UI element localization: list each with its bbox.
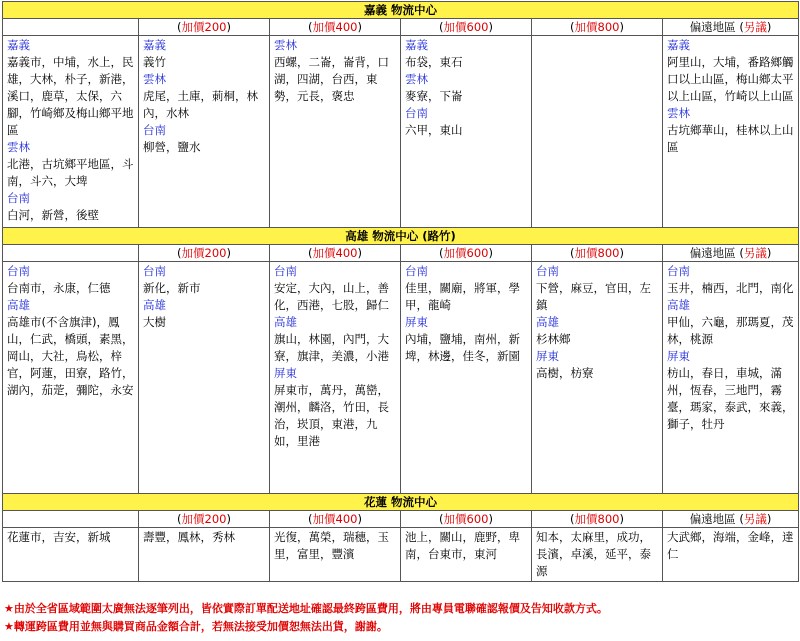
price-header (139, 511, 270, 528)
header-text: ) (766, 20, 772, 34)
price-label: 加價600 (443, 512, 489, 526)
header-text: ( (570, 20, 575, 34)
area-cell (270, 36, 401, 228)
table-body (3, 2, 799, 582)
price-label: 加價600 (443, 20, 489, 34)
header-text: 偏遠地區 ( (689, 246, 744, 260)
price-header (3, 245, 139, 262)
header-text: ) (619, 246, 624, 260)
header-text: ) (357, 512, 362, 526)
price-label: 加價800 (574, 20, 620, 34)
region-label: 屏東 (667, 349, 690, 363)
price-header (532, 245, 663, 262)
price-label: 另議 (743, 246, 767, 260)
town-list: 大樹 (143, 315, 166, 329)
note-line: ★由於全省區域範圍太廣無法逐筆列出，皆依實際訂單配送地址確認最終跨區費用，將由專員電聯確認報價及告知收款方式。 (4, 602, 608, 615)
price-header-row (3, 245, 799, 262)
town-list: 六甲，東山 (405, 123, 463, 137)
town-list: 佳里，關廟，將軍，學甲，龍崎 (405, 281, 520, 312)
town-list: 杉林鄉 (536, 332, 571, 346)
town-list: 台南市，永康，仁德 (7, 281, 111, 295)
town-list: 新化，新市 (143, 281, 201, 295)
town-list: 安定，大內，山上，善化，西港，七股，歸仁 (274, 281, 389, 312)
town-list: 下營，麻豆，官田，左鎮 (536, 281, 651, 312)
price-label: 加價200 (181, 246, 227, 260)
region-label: 嘉義 (7, 38, 30, 52)
price-header (3, 511, 139, 528)
header-text: ) (488, 512, 493, 526)
price-label: 另議 (743, 20, 767, 34)
price-header (270, 511, 401, 528)
area-cell (532, 262, 663, 494)
area-cell (663, 262, 799, 494)
price-header-row (3, 19, 799, 36)
town-list: 白河，新營，後壁 (7, 208, 99, 222)
town-list: 義竹 (143, 55, 166, 69)
area-cell (663, 36, 799, 228)
region-label: 高雄 (667, 298, 690, 312)
town-list: 虎尾，土庫，莿桐，林內，水林 (143, 89, 258, 120)
header-text: ) (766, 512, 772, 526)
price-header (401, 19, 532, 36)
town-list: 玉井，楠西，北門，南化 (667, 281, 794, 295)
price-label: 加價800 (574, 246, 620, 260)
header-text: ( (570, 246, 575, 260)
header-text: ) (488, 20, 493, 34)
town-list: 高雄市(不含旗津)，鳳山，仁武，橋頭，素黑，岡山，大社，鳥松，梓官，阿蓮，田寮，路竹，湖內，茄萣，彌陀，永安 (7, 315, 134, 397)
town-list: 光復，萬榮，瑞穗，玉里，富里，豐濱 (274, 530, 389, 561)
area-cell (3, 528, 139, 582)
town-list: 大武鄉，海端，金峰，達仁 (667, 530, 794, 561)
region-label: 台南 (536, 264, 559, 278)
town-list: 麥寮，下崙 (405, 89, 463, 103)
town-list: 屏東市，萬丹，萬巒，潮州，麟洛，竹田，長治，崁頂，東港，九如，里港 (274, 383, 389, 448)
town-list: 嘉義市，中埔，水上，民雄，大林，朴子，新港，溪口，鹿草，太保，六腳，竹崎鄉及梅山鄉平地區 (7, 55, 134, 137)
region-label: 台南 (405, 106, 428, 120)
region-label: 雲林 (274, 38, 297, 52)
region-label: 雲林 (405, 72, 428, 86)
region-label: 台南 (143, 123, 166, 137)
price-header (532, 511, 663, 528)
area-cell (663, 528, 799, 582)
header-text: ( (308, 246, 313, 260)
header-text: ) (357, 246, 362, 260)
region-label: 高雄 (274, 315, 297, 329)
area-cell (139, 262, 270, 494)
town-list: 枋山，春日，車城，滿州，恆春，三地門，霧臺，瑪家，泰武，來義，獅子，牡丹 (667, 366, 794, 431)
price-label: 加價600 (443, 246, 489, 260)
section-title: 嘉義 物流中心 (3, 2, 799, 19)
header-text: ) (226, 20, 231, 34)
header-text: ) (357, 20, 362, 34)
town-list: 古坑鄉華山，桂林以上山區 (667, 123, 794, 154)
header-text: 偏遠地區 ( (689, 20, 744, 34)
price-label: 加價400 (312, 20, 358, 34)
region-label: 高雄 (7, 298, 30, 312)
header-text: ( (308, 512, 313, 526)
region-label: 屏東 (274, 366, 297, 380)
area-cell (3, 262, 139, 494)
price-header (3, 19, 139, 36)
price-header (401, 245, 532, 262)
price-label: 加價200 (181, 20, 227, 34)
region-label: 屏東 (405, 315, 428, 329)
header-text: ( (177, 20, 182, 34)
town-list: 知本，太麻里，成功，長濱，卓溪，延平，泰源 (536, 530, 651, 578)
area-cell (139, 36, 270, 228)
price-header (663, 245, 799, 262)
area-cell (401, 36, 532, 228)
price-label: 加價400 (312, 246, 358, 260)
region-label: 高雄 (143, 298, 166, 312)
price-label: 另議 (743, 512, 767, 526)
town-list: 布袋，東石 (405, 55, 463, 69)
price-label: 加價200 (181, 512, 227, 526)
price-header-row (3, 511, 799, 528)
header-text: ( (439, 20, 444, 34)
town-list: 高樹，枋寮 (536, 366, 594, 380)
town-list: 西螺，二崙，崙背，口湖，四湖，台西，東勢，元長，褒忠 (274, 55, 389, 103)
region-label: 嘉義 (667, 38, 690, 52)
region-label: 嘉義 (405, 38, 428, 52)
price-header (532, 19, 663, 36)
price-header (663, 511, 799, 528)
region-label: 台南 (7, 191, 30, 205)
section-title: 高雄 物流中心 (路竹) (3, 228, 799, 245)
region-label: 台南 (7, 264, 30, 278)
section-title-row (3, 228, 799, 245)
region-label: 台南 (274, 264, 297, 278)
town-list: 甲仙，六龜，那瑪夏，茂林，桃源 (667, 315, 794, 346)
header-text: ) (226, 246, 231, 260)
town-list: 阿里山，大埔，番路鄉觸口以上山區，梅山鄉太平以上山區，竹崎以上山區 (667, 55, 794, 103)
area-row (3, 528, 799, 582)
region-label: 嘉義 (143, 38, 166, 52)
region-label: 屏東 (536, 349, 559, 363)
section-title-row (3, 2, 799, 19)
header-text: ( (439, 512, 444, 526)
town-list: 旗山，林園，內門，大寮，旗津，美濃，小港 (274, 332, 389, 363)
note-line: ★轉運跨區費用並無與購買商品金額合計，若無法接受加價恕無法出貨，謝謝。 (4, 620, 388, 633)
region-label: 雲林 (7, 140, 30, 154)
area-cell (139, 528, 270, 582)
logistics-fee-table (2, 1, 799, 582)
header-text: ) (619, 20, 624, 34)
price-label: 加價400 (312, 512, 358, 526)
price-header (139, 19, 270, 36)
town-list: 柳營，鹽水 (143, 140, 201, 154)
header-text: ( (570, 512, 575, 526)
notes (4, 600, 798, 636)
header-text: ) (226, 512, 231, 526)
region-label: 雲林 (667, 106, 690, 120)
header-text: ) (766, 246, 772, 260)
section-title-row (3, 494, 799, 511)
town-list: 花蓮市，吉安，新城 (7, 530, 111, 544)
area-cell (532, 36, 663, 228)
region-label: 台南 (405, 264, 428, 278)
town-list: 池上，關山，鹿野，卑南，台東市，東河 (405, 530, 520, 561)
area-cell (401, 528, 532, 582)
area-row (3, 262, 799, 494)
region-label: 台南 (143, 264, 166, 278)
price-label: 加價800 (574, 512, 620, 526)
header-text: ) (619, 512, 624, 526)
area-cell (3, 36, 139, 228)
header-text: ) (488, 246, 493, 260)
area-row (3, 36, 799, 228)
header-text: 偏遠地區 ( (689, 512, 744, 526)
price-header (270, 245, 401, 262)
header-text: ( (439, 246, 444, 260)
header-text: ( (308, 20, 313, 34)
price-header (401, 511, 532, 528)
region-label: 高雄 (536, 315, 559, 329)
region-label: 雲林 (143, 72, 166, 86)
town-list: 北港，古坑鄉平地區，斗南，斗六，大埤 (7, 157, 134, 188)
header-text: ( (177, 512, 182, 526)
area-cell (270, 262, 401, 494)
header-text: ( (177, 246, 182, 260)
area-cell (270, 528, 401, 582)
section-title: 花蓮 物流中心 (3, 494, 799, 511)
price-header (663, 19, 799, 36)
area-cell (401, 262, 532, 494)
town-list: 內埔，鹽埔，南州，新埤，林邊，佳冬，新園 (405, 332, 520, 363)
area-cell (532, 528, 663, 582)
price-header (270, 19, 401, 36)
price-header (139, 245, 270, 262)
town-list: 壽豐，鳳林，秀林 (143, 530, 235, 544)
region-label: 台南 (667, 264, 690, 278)
